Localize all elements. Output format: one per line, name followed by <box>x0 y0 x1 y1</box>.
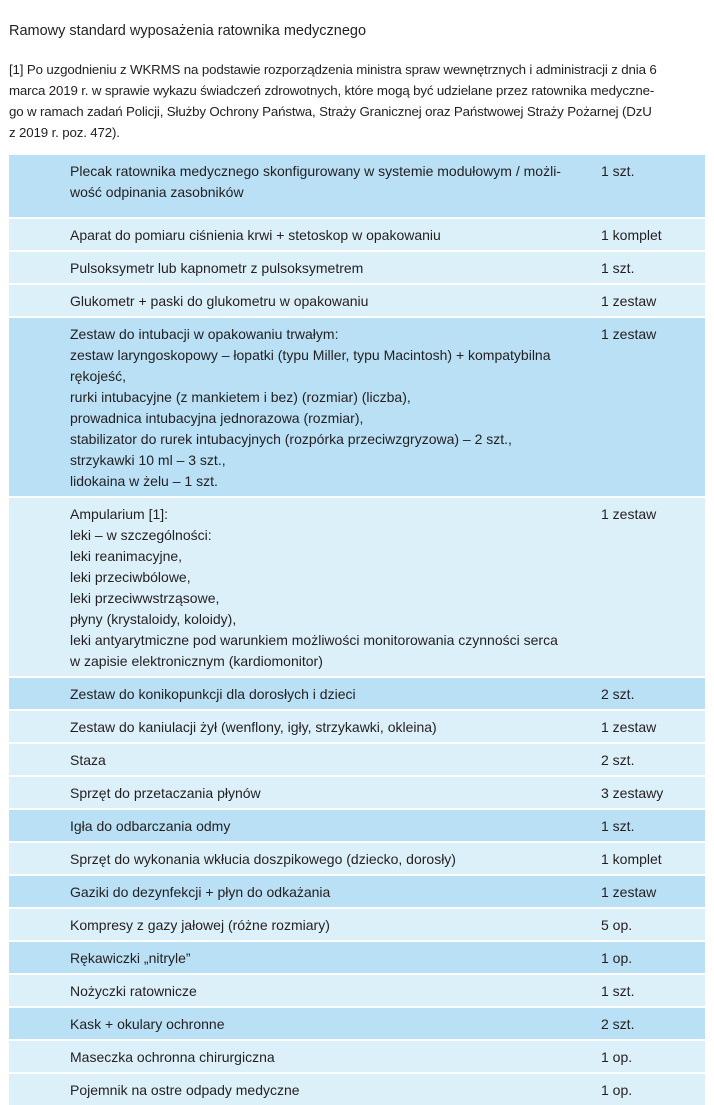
item-name-line: Zestaw do konikopunkcji dla dorosłych i dzieci <box>70 686 356 702</box>
item-name-line: zestaw laryngoskopowy – łopatki (typu Miller, typu Macintosh) + kompatybilna <box>70 347 551 363</box>
item-name-cell <box>9 875 601 908</box>
footnote-line: z 2019 r. poz. 472). <box>9 125 120 140</box>
table-row <box>9 284 705 317</box>
item-name-line: rurki intubacyjne (z mankietem i bez) (rozmiar) (liczba), <box>70 389 411 405</box>
item-name-line: wość odpinania zasobników <box>70 184 244 200</box>
item-name-cell <box>9 974 601 1007</box>
table-row <box>9 941 705 974</box>
item-quantity: 1 szt. <box>601 155 705 218</box>
item-name-cell <box>9 497 601 677</box>
item-name-cell <box>9 809 601 842</box>
item-name-cell <box>9 1040 601 1073</box>
item-name-line: lidokaina w żelu – 1 szt. <box>70 473 218 489</box>
item-name-line: leki przeciwwstrząsowe, <box>70 590 220 606</box>
item-name-line: Maseczka ochronna chirurgiczna <box>70 1049 275 1065</box>
item-quantity: 1 szt. <box>601 809 705 842</box>
item-name-line: Rękawiczki „nitryle” <box>70 950 191 966</box>
item-name-cell <box>9 1007 601 1040</box>
item-name-line: Ampularium [1]: <box>70 506 169 522</box>
item-name-cell <box>9 842 601 875</box>
table-row <box>9 974 705 1007</box>
item-name-cell <box>9 251 601 284</box>
item-name-line: w zapisie elektronicznym (kardiomonitor) <box>70 653 323 669</box>
item-name-cell <box>9 710 601 743</box>
item-name-line: Gaziki do dezynfekcji + płyn do odkażania <box>70 884 331 900</box>
item-name-cell <box>9 677 601 710</box>
item-name-line: Kask + okulary ochronne <box>70 1016 225 1032</box>
item-quantity: 1 komplet <box>601 842 705 875</box>
item-name-line: strzykawki 10 ml – 3 szt., <box>70 452 226 468</box>
item-quantity: 1 zestaw <box>601 284 705 317</box>
item-quantity: 1 szt. <box>601 251 705 284</box>
table-row <box>9 809 705 842</box>
table-row <box>9 908 705 941</box>
item-name-line: Igła do odbarczania odmy <box>70 818 231 834</box>
item-quantity: 1 op. <box>601 1040 705 1073</box>
table-row <box>9 1073 705 1105</box>
item-name-line: leki – w szczególności: <box>70 527 212 543</box>
item-name-line: Sprzęt do wykonania wkłucia doszpikowego (dziecko, dorosły) <box>70 851 456 867</box>
footnote-line: [1] Po uzgodnieniu z WKRMS na podstawie rozporządzenia ministra spraw wewnętrznych i administracji z dnia 6 <box>9 62 657 77</box>
item-name-cell <box>9 776 601 809</box>
item-name-cell <box>9 317 601 497</box>
item-name-cell <box>9 743 601 776</box>
item-name-cell <box>9 941 601 974</box>
item-name-line: prowadnica intubacyjna jednorazowa (rozmiar), <box>70 410 364 426</box>
item-name-line: leki reanimacyjne, <box>70 548 183 564</box>
item-quantity: 1 op. <box>601 941 705 974</box>
item-name-cell <box>9 908 601 941</box>
footnote-line: go w ramach zadań Policji, Służby Ochrony Państwa, Straży Granicznej oraz Państwowej Straży Pożarnej (DzU <box>9 104 652 119</box>
item-name-line: płyny (krystaloidy, koloidy), <box>70 611 237 627</box>
equipment-table <box>9 155 705 1105</box>
equipment-table-body <box>9 155 705 1105</box>
item-name-line: Plecak ratownika medycznego skonfigurowany w systemie modułowym / możli- <box>70 163 561 179</box>
item-name-cell <box>9 284 601 317</box>
item-quantity: 2 szt. <box>601 677 705 710</box>
item-name-line: Sprzęt do przetaczania płynów <box>70 785 261 801</box>
item-name-cell <box>9 1073 601 1105</box>
table-row <box>9 710 705 743</box>
item-name-line: leki antyarytmiczne pod warunkiem możliwości monitorowania czynności serca <box>70 632 558 648</box>
footnote-line: marca 2019 r. w sprawie wykazu świadczeń zdrowotnych, które mogą być udzielane przez ratownika medyczne- <box>9 83 655 98</box>
table-row <box>9 251 705 284</box>
item-name-line: Aparat do pomiaru ciśnienia krwi + stetoskop w opakowaniu <box>70 227 441 243</box>
item-quantity: 1 op. <box>601 1073 705 1105</box>
item-quantity: 1 zestaw <box>601 710 705 743</box>
item-name-line: Pojemnik na ostre odpady medyczne <box>70 1082 300 1098</box>
item-quantity: 1 szt. <box>601 974 705 1007</box>
table-row <box>9 218 705 251</box>
item-name-cell <box>9 218 601 251</box>
item-name-line: Glukometr + paski do glukometru w opakowaniu <box>70 293 369 309</box>
item-quantity: 1 komplet <box>601 218 705 251</box>
item-quantity: 1 zestaw <box>601 875 705 908</box>
item-name-line: stabilizator do rurek intubacyjnych (rozpórka przeciwzgryzowa) – 2 szt., <box>70 431 512 447</box>
item-quantity: 1 zestaw <box>601 497 705 677</box>
item-quantity: 1 zestaw <box>601 317 705 497</box>
item-quantity: 5 op. <box>601 908 705 941</box>
table-row <box>9 875 705 908</box>
item-name-line: Kompresy z gazy jałowej (różne rozmiary) <box>70 917 330 933</box>
item-name-line: Staza <box>70 752 106 768</box>
table-row <box>9 1007 705 1040</box>
item-name-line: Pulsoksymetr lub kapnometr z pulsoksymetrem <box>70 260 364 276</box>
item-name-cell <box>9 155 601 218</box>
table-row <box>9 497 705 677</box>
document-title: Ramowy standard wyposażenia ratownika medycznego <box>9 23 367 39</box>
item-quantity: 2 szt. <box>601 743 705 776</box>
item-name-line: leki przeciwbólowe, <box>70 569 191 585</box>
table-row <box>9 155 705 218</box>
footnote <box>9 59 699 143</box>
table-row <box>9 743 705 776</box>
table-row <box>9 776 705 809</box>
item-name-line: Nożyczki ratownicze <box>70 983 197 999</box>
item-quantity: 3 zestawy <box>601 776 705 809</box>
item-name-line: Zestaw do kaniulacji żył (wenflony, igły, strzykawki, okleina) <box>70 719 437 735</box>
item-name-line: Zestaw do intubacji w opakowaniu trwałym: <box>70 326 339 342</box>
table-row <box>9 1040 705 1073</box>
table-row <box>9 317 705 497</box>
item-quantity: 2 szt. <box>601 1007 705 1040</box>
table-row <box>9 842 705 875</box>
item-name-line: rękojeść, <box>70 368 127 384</box>
table-row <box>9 677 705 710</box>
